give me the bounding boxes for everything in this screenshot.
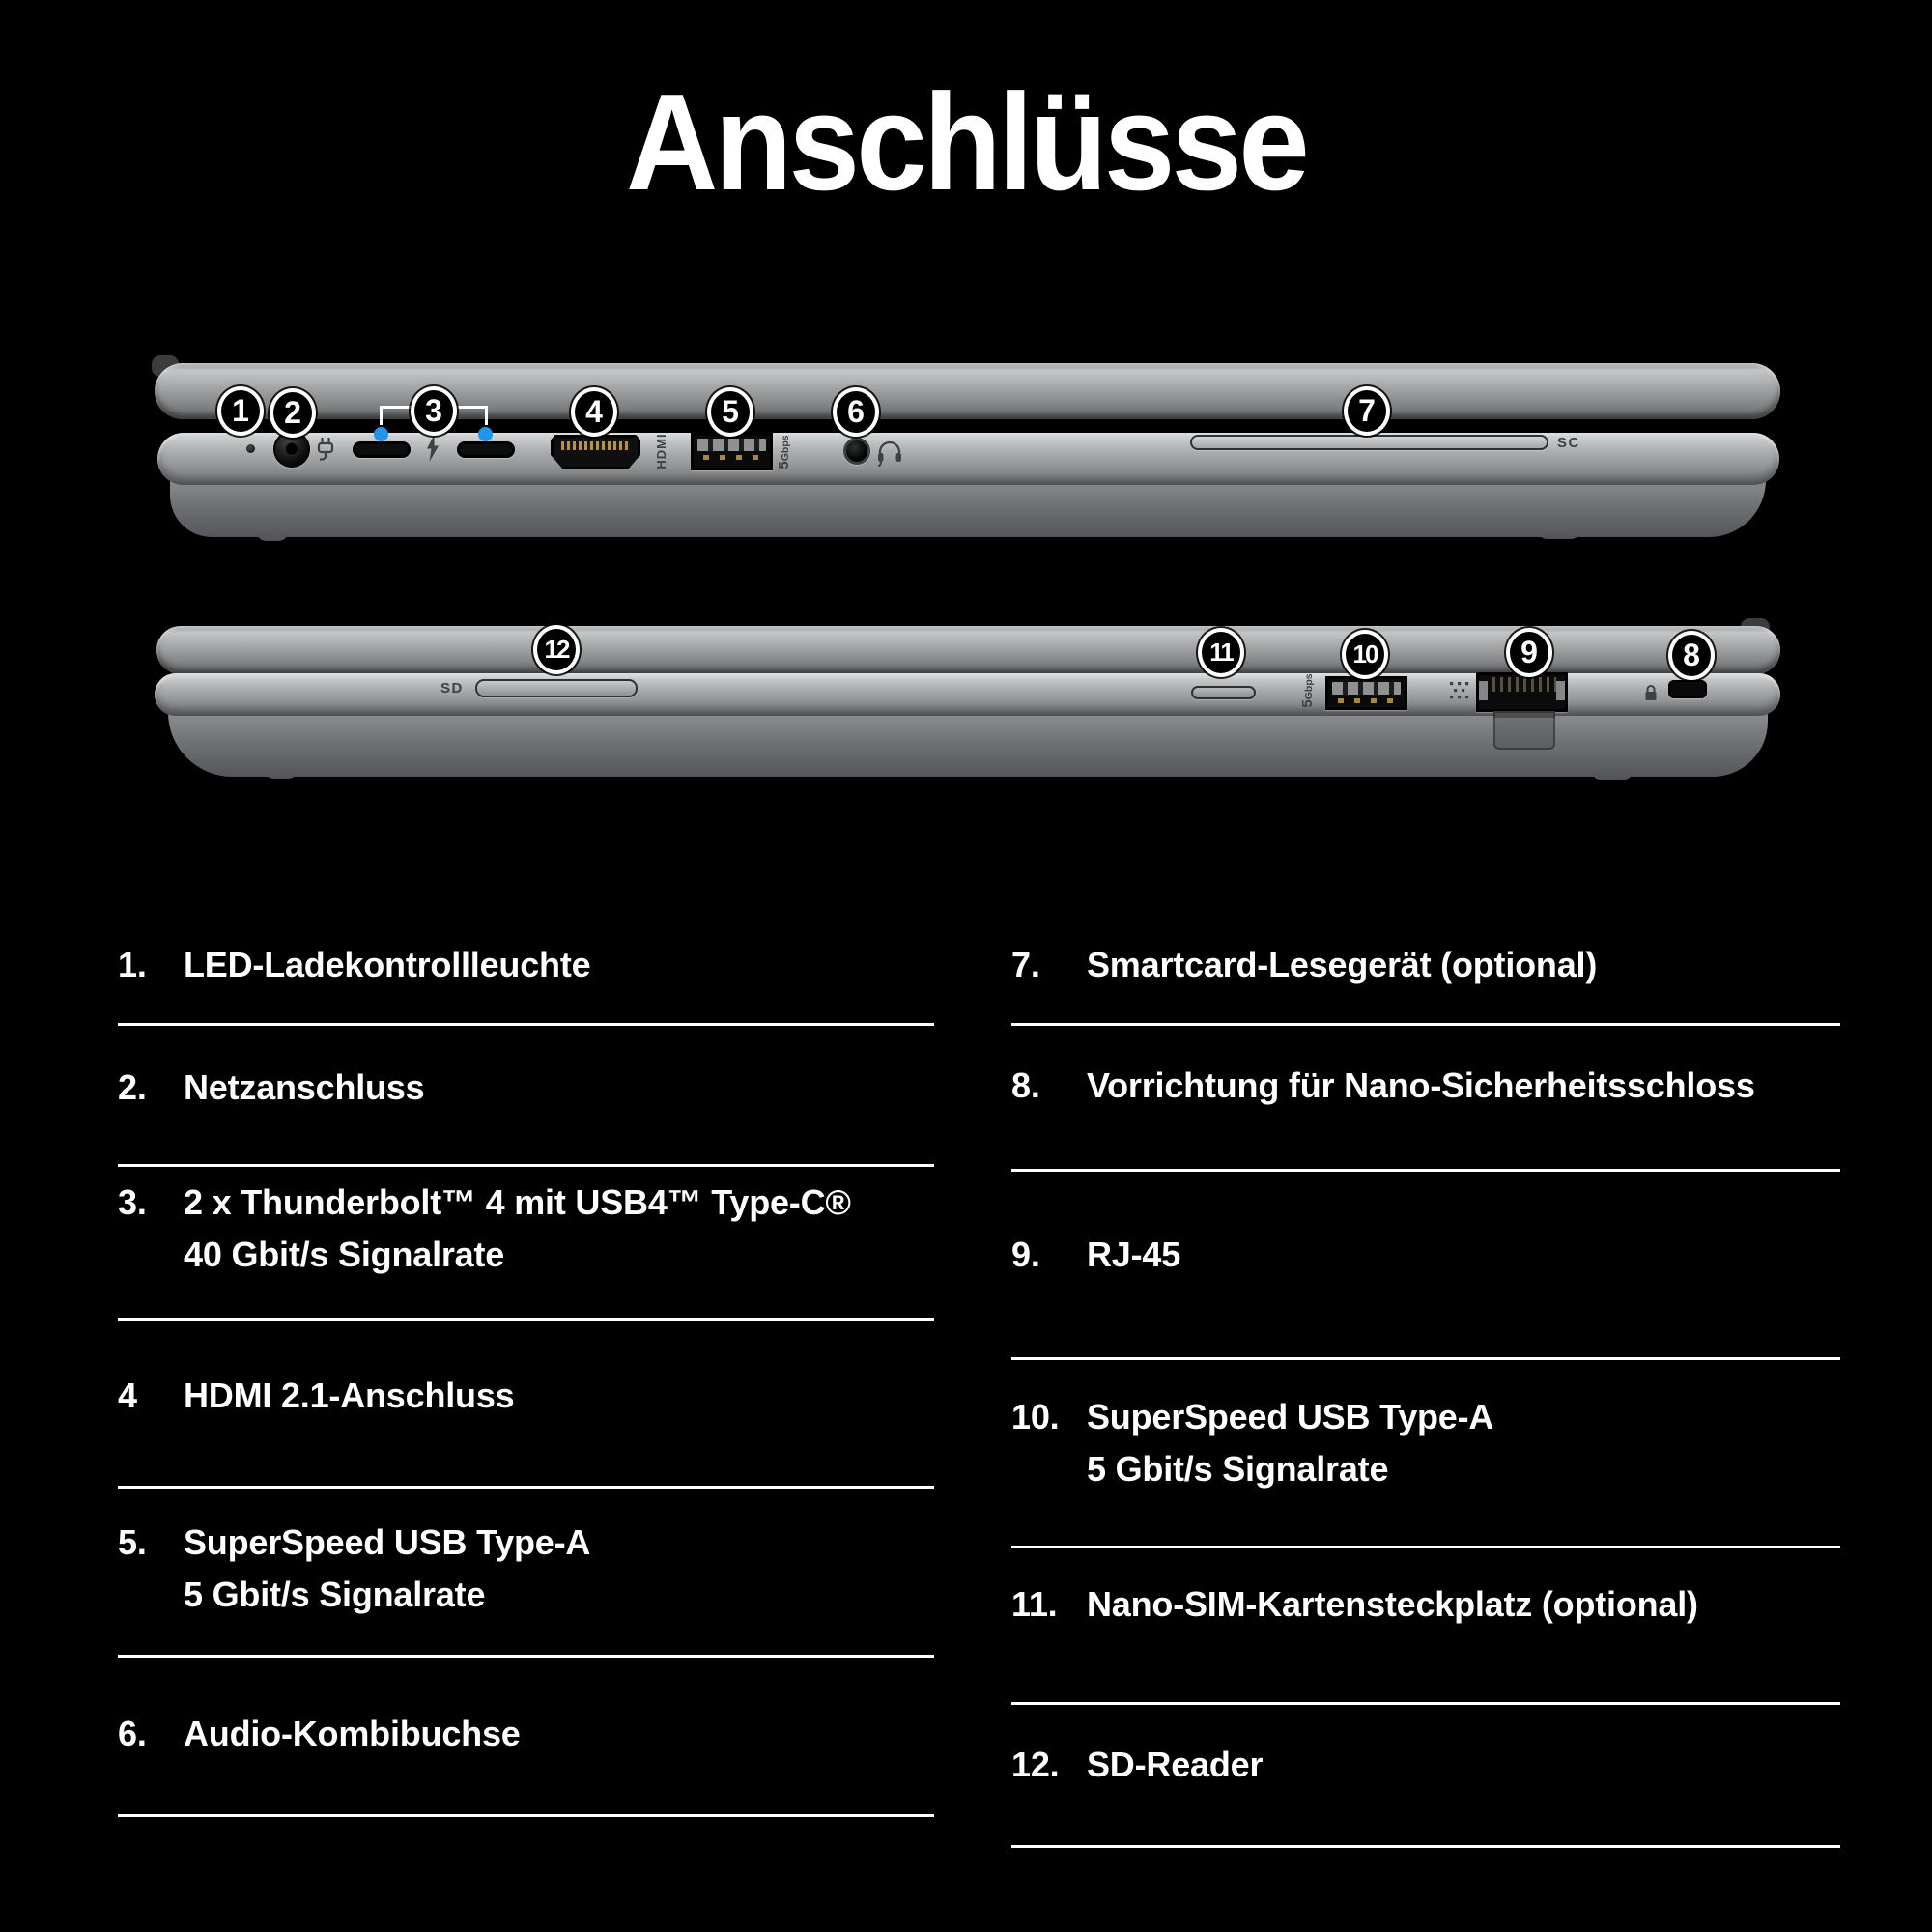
usb-5gbps-label [777,426,790,478]
callout-number: 6 [847,394,865,429]
callout-11 [1198,628,1244,677]
smartcard-label: SC [1557,435,1580,451]
sd-card-slot [475,679,638,697]
headset-icon [876,438,903,467]
legend-item-label: Audio-Kombibuchse [184,1714,521,1753]
legend-item-number: 5. [118,1522,147,1562]
callout-8 [1668,631,1715,680]
thunderbolt-highlight-dot [374,427,388,441]
legend-item-label: RJ-45 [1087,1235,1181,1274]
usb-5gbps-text: 5Gbps [776,435,792,469]
callout-7 [1344,386,1390,436]
legend-item-label: HDMI 2.1-Anschluss [184,1376,515,1415]
page-title: Anschlüsse [625,66,1307,219]
legend-item-11 [1011,1578,1698,1631]
usb-c-thunderbolt-port-2 [457,441,515,458]
legend-item-number: 1. [118,945,147,984]
legend-item-label: LED-Ladekontrollleuchte [184,945,591,984]
legend-item-label: Netzanschluss [184,1067,425,1107]
legend-item-8 [1011,1060,1755,1112]
divider-line [1011,1702,1840,1705]
usb-c-thunderbolt-port-1 [353,441,411,458]
callout-number: 10 [1352,639,1378,668]
legend-item-number: 11. [1011,1584,1058,1624]
divider-line [118,1023,934,1026]
legend-item-label: SuperSpeed USB Type-A [1087,1397,1494,1436]
legend-item-2 [118,1062,425,1114]
nano-sim-slot [1191,686,1256,699]
legend-item-number: 6. [118,1714,147,1753]
callout-number: 11 [1209,638,1233,667]
laptop-right-side-view [155,618,1782,821]
divider-line [1011,1357,1840,1360]
callout-number: 9 [1520,635,1538,669]
thunderbolt-icon [424,435,441,462]
audio-combo-jack [843,438,870,465]
divider-line [118,1655,934,1658]
callout-number: 12 [544,635,569,664]
divider-line [118,1318,934,1321]
divider-line [1011,1845,1840,1848]
rj45-clip [1479,681,1488,700]
legend-item-label-line2: 5 Gbit/s Signalrate [184,1575,486,1614]
legend-item-10 [1011,1391,1493,1495]
callout-3 [411,386,457,436]
usb-a-port [1325,676,1407,710]
rj45-drop-jaw [1493,711,1555,750]
callout-number: 5 [722,394,739,429]
power-plug-icon [316,437,335,462]
legend-item-12 [1011,1739,1263,1791]
callout-4 [571,387,617,437]
legend-item-label: Nano-SIM-Kartensteckplatz (optional) [1087,1584,1698,1624]
callout-2 [270,388,316,438]
rj45-clip [1556,681,1565,700]
nano-security-lock-slot [1668,680,1707,698]
callout-number: 2 [284,395,301,430]
divider-line [1011,1169,1840,1172]
legend-item-4 [118,1370,514,1422]
legend-item-9 [1011,1229,1180,1281]
usb-5gbps-text: 5Gbps [1299,673,1316,708]
divider-line [1011,1023,1840,1026]
hdmi-label: HDMI [654,433,668,469]
divider-line [118,1814,934,1817]
legend-item-number: 7. [1011,945,1040,984]
legend-item-number: 10. [1011,1397,1060,1436]
legend-item-number: 4 [118,1376,137,1415]
legend-item-1 [118,939,590,991]
callout-3-bracket [485,406,488,425]
legend-item-label: Smartcard-Lesegerät (optional) [1087,945,1598,984]
legend-item-3 [118,1177,851,1281]
laptop-lid [155,363,1780,419]
laptop-left-side-view [155,357,1782,560]
divider-line [118,1486,934,1489]
divider-line [1011,1546,1840,1548]
legend-item-label: SD-Reader [1087,1745,1264,1784]
rj45-port [1476,672,1568,712]
legend-item-number: 9. [1011,1235,1040,1274]
hdmi-port [551,435,640,469]
callout-number: 8 [1683,638,1700,672]
legend-item-label-line2: 40 Gbit/s Signalrate [184,1235,505,1274]
divider-line [118,1164,934,1167]
legend-item-label: SuperSpeed USB Type-A [184,1522,591,1562]
sd-label: SD [440,680,464,696]
callout-9 [1506,628,1552,677]
legend-item-label: 2 x Thunderbolt™ 4 mit USB4™ Type-C® [184,1182,851,1222]
legend-item-number: 2. [118,1067,147,1107]
callout-12 [533,625,580,674]
callout-number: 4 [585,394,603,429]
legend-item-number: 12. [1011,1745,1060,1784]
legend-item-label: Vorrichtung für Nano-Sicherheitsschloss [1087,1065,1755,1105]
network-icon [1449,681,1472,700]
legend-item-7 [1011,939,1597,991]
callout-number: 3 [425,393,442,428]
legend-item-number: 8. [1011,1065,1040,1105]
callout-1 [217,386,264,436]
callout-5 [707,387,753,437]
legend-item-number: 3. [118,1182,147,1222]
callout-3-bracket [380,406,383,425]
usb-5gbps-label [1300,665,1314,717]
lock-icon [1643,683,1659,702]
thunderbolt-highlight-dot [478,427,493,441]
smartcard-slot [1190,435,1548,450]
callout-number: 1 [232,393,249,428]
charging-led [246,444,255,453]
legend-item-6 [118,1708,521,1760]
legend-item-5 [118,1517,590,1621]
callout-number: 7 [1358,393,1376,428]
usb-a-port [691,433,773,470]
legend-item-label-line2: 5 Gbit/s Signalrate [1087,1449,1389,1489]
callout-10 [1342,630,1388,679]
callout-6 [833,387,879,437]
